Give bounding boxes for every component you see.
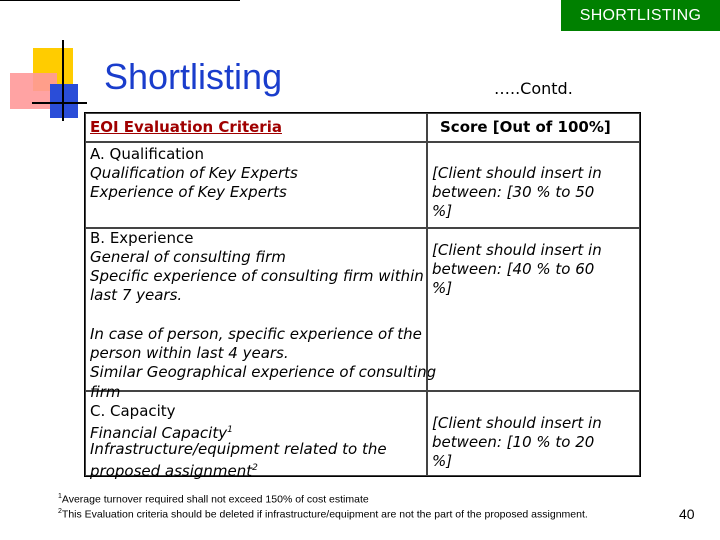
page-subtitle: …..Contd. bbox=[494, 79, 573, 98]
qualification-heading: A. Qualification bbox=[90, 145, 204, 163]
score-text: [Client should insert in bbox=[432, 241, 602, 259]
score-text: between: [10 % to 20 bbox=[432, 433, 595, 451]
experience-item: General of consulting firm bbox=[90, 248, 286, 266]
score-text: %] bbox=[432, 279, 453, 297]
qualification-cell bbox=[85, 142, 427, 228]
capacity-heading: C. Capacity bbox=[90, 402, 176, 420]
page-number: 40 bbox=[679, 506, 695, 522]
horizontal-rule bbox=[32, 102, 87, 104]
experience-heading: B. Experience bbox=[90, 229, 194, 247]
capacity-cell bbox=[85, 383, 427, 480]
header-cell-criteria bbox=[85, 113, 427, 142]
score-text: %] bbox=[432, 452, 453, 470]
score-text: %] bbox=[432, 202, 453, 220]
experience-score-cell bbox=[427, 228, 640, 391]
experience-item: last 7 years. bbox=[90, 286, 183, 304]
qualification-score-cell bbox=[427, 142, 640, 228]
score-header: Score [Out of 100%] bbox=[440, 118, 611, 136]
experience-item: person within last 4 years. bbox=[90, 344, 289, 362]
capacity-item: proposed assignment$^2$ bbox=[90, 462, 258, 480]
experience-cell bbox=[85, 228, 437, 391]
capacity-score-cell bbox=[427, 391, 640, 476]
qualification-item: Experience of Key Experts bbox=[90, 183, 287, 201]
header-cell-score bbox=[427, 113, 640, 142]
top-rule bbox=[0, 0, 240, 1]
capacity-item: Infrastructure/equipment related to the bbox=[90, 440, 387, 458]
experience-item: firm bbox=[90, 383, 121, 401]
page-title: Shortlisting bbox=[104, 56, 283, 97]
score-text: [Client should insert in bbox=[432, 164, 602, 182]
score-text: between: [40 % to 60 bbox=[432, 260, 595, 278]
score-text: between: [30 % to 50 bbox=[432, 183, 595, 201]
footnote-2: $^2$This Evaluation criteria should be deleted if infrastructure/equipment are not the part of the proposed assignment. bbox=[58, 508, 588, 521]
section-tag: SHORTLISTING bbox=[561, 0, 720, 31]
score-text: [Client should insert in bbox=[432, 414, 602, 432]
qualification-item: Qualification of Key Experts bbox=[90, 164, 298, 182]
experience-item: Specific experience of consulting firm within bbox=[90, 267, 424, 285]
capacity-item: Financial Capacity$^1$ bbox=[90, 424, 233, 442]
experience-item: Similar Geographical experience of consulting bbox=[90, 363, 437, 381]
vertical-rule bbox=[62, 40, 64, 121]
footnote-1: $^1$Average turnover required shall not exceed 150% of cost estimate bbox=[58, 493, 369, 506]
evaluation-table bbox=[84, 112, 641, 480]
criteria-header: EOI Evaluation Criteria bbox=[90, 118, 282, 136]
blue-square bbox=[50, 84, 78, 118]
experience-item: In case of person, specific experience of the bbox=[90, 325, 422, 343]
